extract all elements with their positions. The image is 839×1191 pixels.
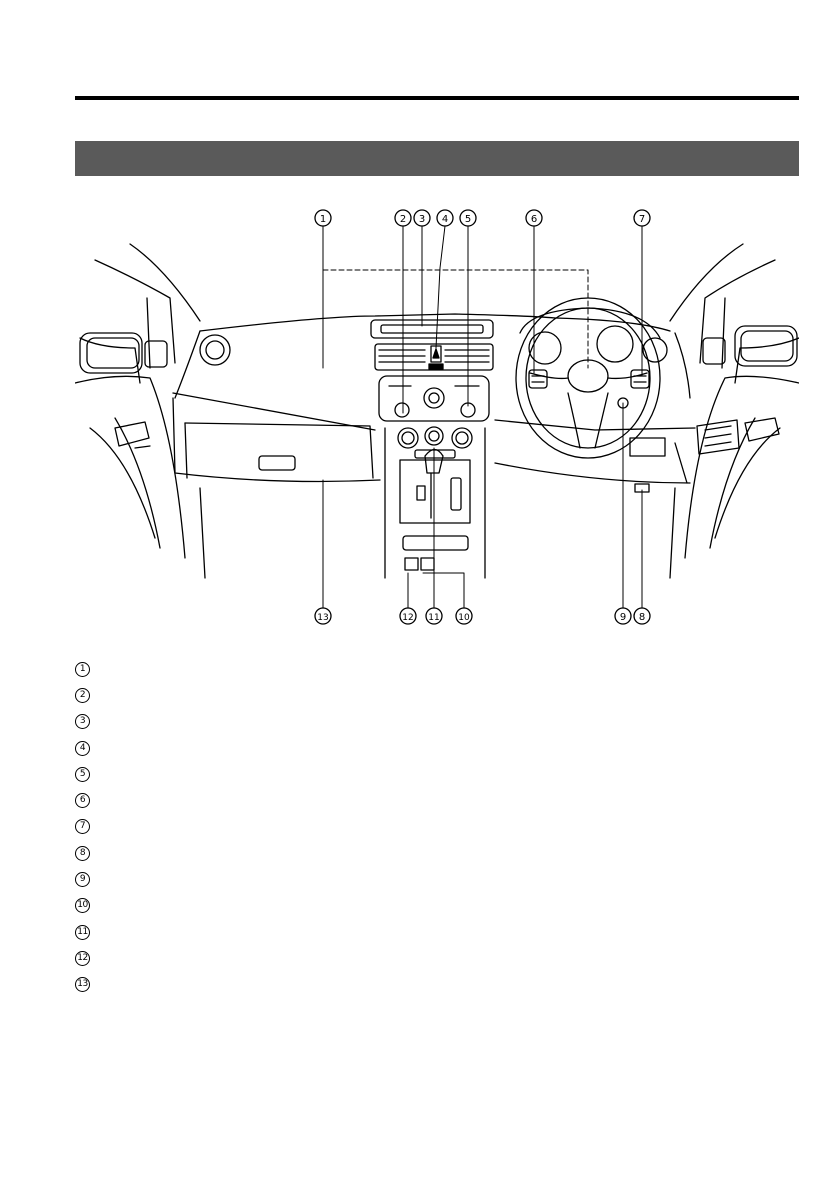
callout-2-top [395,210,411,226]
legend-item [75,972,475,998]
svg-text:3: 3 [418,214,426,225]
legend-list [75,656,475,998]
svg-text:11: 11 [428,613,440,623]
svg-text:9: 9 [619,612,627,623]
legend-number: 13 [75,977,90,992]
svg-text:2: 2 [399,214,407,225]
svg-text:1: 1 [319,214,327,225]
svg-text:7: 7 [638,214,646,225]
legend-item [75,709,475,735]
legend-number: 12 [75,951,90,966]
svg-text:4: 4 [441,214,449,225]
callout-11-bottom [426,608,442,624]
svg-text:12: 12 [402,613,414,623]
callout-3-top [414,210,430,226]
callout-10-bottom [456,608,472,624]
legend-number: 9 [75,872,90,887]
callout-13-bottom [315,608,331,624]
legend-item [75,919,475,945]
legend-number: 2 [75,688,90,703]
legend-item [75,761,475,787]
legend-item [75,787,475,813]
legend-item [75,945,475,971]
legend-item [75,814,475,840]
legend-number: 11 [75,925,90,940]
legend-number: 3 [75,714,90,729]
legend-number: 10 [75,898,90,913]
section-heading-bar [75,141,799,176]
legend-item [75,656,475,682]
legend-item [75,866,475,892]
legend-number: 8 [75,846,90,861]
callout-9-bottom [615,608,631,624]
callout-6-top [526,210,542,226]
left-door-outline [75,244,200,558]
steering-wheel [516,298,667,492]
right-door-outline [670,244,799,558]
callout-12-bottom [400,608,416,624]
svg-text:5: 5 [464,214,472,225]
callout-leaders [323,226,642,608]
svg-text:8: 8 [638,612,646,623]
header-rule [75,96,799,100]
legend-item [75,735,475,761]
legend-number: 5 [75,767,90,782]
legend-item [75,893,475,919]
callout-1-top [315,210,331,226]
legend-item [75,682,475,708]
callout-4-top [437,210,453,226]
svg-text:13: 13 [317,613,329,623]
legend-number: 7 [75,819,90,834]
callout-5-top [460,210,476,226]
svg-text:6: 6 [530,214,538,225]
callout-8-bottom [634,608,650,624]
center-console [371,320,493,578]
callout-7-top [634,210,650,226]
legend-number: 6 [75,793,90,808]
legend-item [75,840,475,866]
legend-number: 1 [75,662,90,677]
svg-text:10: 10 [458,613,470,623]
dashboard-illustration [75,198,799,638]
legend-number: 4 [75,741,90,756]
